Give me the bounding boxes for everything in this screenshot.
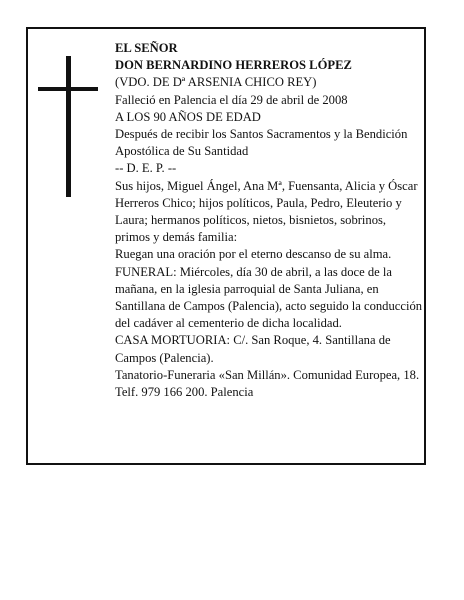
widower-line: (VDO. DE Dª ARSENIA CHICO REY) [115,75,317,90]
age-line: A LOS 90 AÑOS DE EDAD [115,109,261,124]
funeral-home-details: Tanatorio-Funeraria «San Millán». Comunidad Europea, 18. Telf. 979 166 200. Palencia [115,367,420,400]
family-text: Sus hijos, Miguel Ángel, Ana Mª, Fuensanta, Alicia y Óscar Herreros Chico; hijos políticos, Paula, Pedro, Eleuterio y Laura; hermanos políticos, nietos, bisnietos, sobrinos, primos y demás familia: [115,178,418,245]
notice-title: EL SEÑOR [115,41,178,55]
sacraments-text: Después de recibir los Santos Sacramentos y la Bendición Apostólica de Su Santidad [115,127,408,159]
rip-line: -- D. E. P. -- [115,161,177,176]
death-date: Falleció en Palencia el día 29 de abril de 2008 [115,92,348,107]
obituary-text [115,40,423,401]
obituary-notice [26,27,426,465]
funeral-details: FUNERAL: Miércoles, día 30 de abril, a las doce de la mañana, en la iglesia parroquial de Santa Juliana, en Santillana de Campos (Palencia), acto seguido la conducción del cadáver al cementerio de dicha localidad. [115,264,423,331]
prayer-request: Ruegan una oración por el eterno descanso de su alma. [115,247,392,262]
wake-house-details: CASA MORTUORIA: C/. San Roque, 4. Santillana de Campos (Palencia). [115,333,391,365]
cross-icon-vertical-bar [66,56,71,197]
cross-icon-horizontal-bar [38,87,98,91]
deceased-name: DON BERNARDINO HERREROS LÓPEZ [115,58,352,73]
